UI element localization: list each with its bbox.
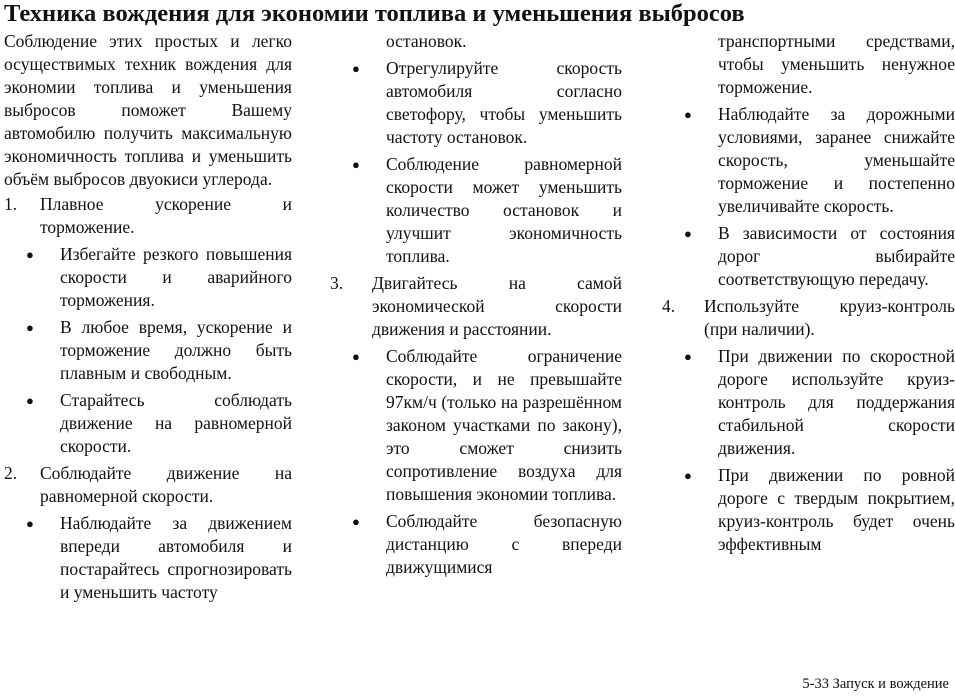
bullet-item xyxy=(330,57,622,149)
bullet-item xyxy=(662,222,955,291)
bullet-text: Избегайте резкого повышения скорости и аварийного торможения. xyxy=(60,244,292,310)
bullet-icon: ● xyxy=(684,226,692,241)
bullet-text: Соблюдайте ограничение скорости, и не превышайте 97км/ч (только на разрешённом законом участками по закону), это сможет снизить сопротивление воздуха для повышения экономии топлива. xyxy=(386,346,622,504)
item-text: Двигайтесь на самой экономической скорости движения и расстоянии. xyxy=(372,273,622,339)
bullet-icon: ● xyxy=(684,349,692,364)
bullet-item xyxy=(662,103,955,218)
bullet-text: При движении по скоростной дороге используйте круиз-контроль для поддержания стабильной скорости движения. xyxy=(718,346,955,458)
item-number: 3. xyxy=(330,273,344,293)
bullet-icon: ● xyxy=(26,516,34,531)
bullet-icon: ● xyxy=(352,514,360,529)
bullet-item xyxy=(4,316,292,385)
bullet-icon: ● xyxy=(352,157,360,172)
bullet-icon: ● xyxy=(26,320,34,335)
page-title: Техника вождения для экономии топлива и уменьшения выбросов xyxy=(4,0,745,27)
item-text: Плавное ускорение и торможение. xyxy=(40,194,292,237)
column-3 xyxy=(662,30,955,556)
bullet-item xyxy=(662,345,955,460)
continued-text: транспортными средствами, чтобы уменьшить ненужное торможение. xyxy=(718,31,955,97)
bullet-item xyxy=(4,389,292,458)
bullet-text: Наблюдайте за дорожными условиями, заранее снижайте скорость, уменьшайте торможение и постепенно увеличивайте скорость. xyxy=(718,104,955,216)
bullet-item xyxy=(330,510,622,579)
page-footer: 5-33 Запуск и вождение xyxy=(802,676,949,692)
bullet-icon: ● xyxy=(26,247,34,262)
bullet-item xyxy=(4,243,292,312)
bullet-text: Отрегулируйте скорость автомобиля согласно светофору, чтобы уменьшить частоту остановок. xyxy=(386,58,622,147)
bullet-item xyxy=(4,512,292,604)
bullet-icon: ● xyxy=(684,468,692,483)
bullet-text: В зависимости от состояния дорог выбирайте соответствующую передачу. xyxy=(718,223,955,289)
bullet-text: Наблюдайте за движением впереди автомобиля и постарайтесь спрогнозировать и уменьшить частоту xyxy=(60,513,292,602)
continued-text: остановок. xyxy=(386,31,467,51)
bullet-text: При движении по ровной дороге с твердым покрытием, круиз-контроль будет очень эффективным xyxy=(718,465,955,554)
bullet-item xyxy=(662,464,955,556)
bullet-text: В любое время, ускорение и торможение должно быть плавным и свободным. xyxy=(60,317,292,383)
intro-paragraph: Соблюдение этих простых и легко осуществимых техник вождения для экономии топлива и уменьшения выбросов поможет Вашему автомобилю получить максимальную экономичность топлива и уменьшить объём выбросов двуокиси углерода. xyxy=(4,31,292,189)
item-text: Соблюдайте движение на равномерной скорости. xyxy=(40,463,292,506)
bullet-text: Старайтесь соблюдать движение на равномерной скорости. xyxy=(60,390,292,456)
item-number: 2. xyxy=(4,463,18,483)
item-number: 4. xyxy=(662,296,676,316)
numbered-item-4 xyxy=(662,295,955,341)
item-text: Используйте круиз-контроль (при наличии). xyxy=(704,296,955,339)
numbered-item-1 xyxy=(4,193,292,239)
column-1 xyxy=(4,30,292,604)
bullet-icon: ● xyxy=(684,107,692,122)
bullet-icon: ● xyxy=(352,61,360,76)
bullet-text: Соблюдайте безопасную дистанцию с впереди движущимися xyxy=(386,511,622,577)
bullet-icon: ● xyxy=(352,349,360,364)
item-number: 1. xyxy=(4,194,18,214)
bullet-icon: ● xyxy=(26,393,34,408)
column-2 xyxy=(330,30,622,579)
numbered-item-3 xyxy=(330,272,622,341)
bullet-text: Соблюдение равномерной скорости может уменьшить количество остановок и улучшит экономичность топлива. xyxy=(386,154,622,266)
bullet-item xyxy=(330,345,622,506)
numbered-item-2 xyxy=(4,462,292,508)
bullet-item xyxy=(330,153,622,268)
